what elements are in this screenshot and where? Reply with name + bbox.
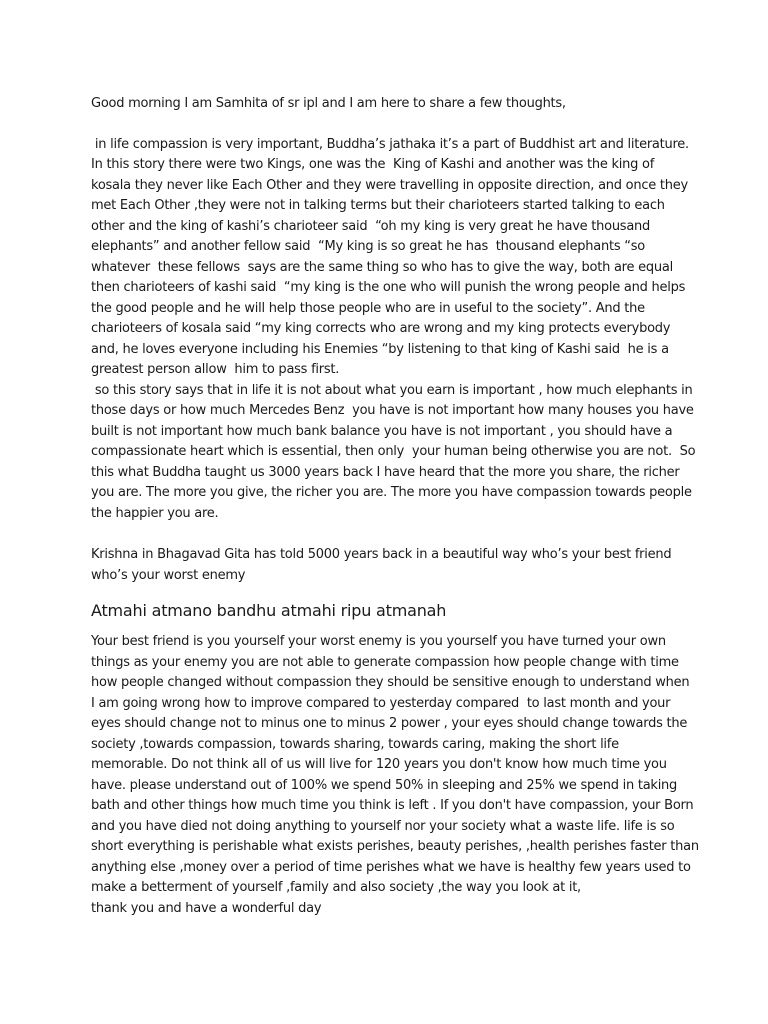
text-line: the happier you are. xyxy=(91,505,219,521)
text-line: how people changed without compassion they should be sensitive enough to understand when xyxy=(91,675,690,690)
text-line: other and the king of kashi’s charioteer said “oh my king is very great he have thousand xyxy=(91,218,651,234)
text-line: built is not important how much bank balance you have is not important , you should have a xyxy=(91,423,673,439)
text-line: bath and other things how much time you think is left . If you don't have compassion, your Born xyxy=(91,798,694,813)
text-line: whatever these fellows says are the same thing so who has to give the way, both are equal xyxy=(91,259,673,275)
text-line: Good morning I am Samhita of sr ipl and I am here to share a few thoughts, xyxy=(91,96,566,111)
text-line: those days or how much Mercedes Benz you have is not important how many houses you have xyxy=(91,403,694,418)
text-line: things as your enemy you are not able to generate compassion how people change with time xyxy=(91,654,679,670)
text-line: have. please understand out of 100% we spend 50% in sleeping and 25% we spend in taking xyxy=(91,777,678,793)
text-line: then charioteers of kashi said “my king is the one who will punish the wrong people and helps xyxy=(91,280,686,295)
text-line: elephants” and another fellow said “My king is so great he has thousand elephants “so xyxy=(91,239,645,254)
text-line: Krishna in Bhagavad Gita has told 5000 years back in a beautiful way who’s your best friend xyxy=(91,547,672,562)
text-line: make a betterment of yourself ,family and also society ,the way you look at it, xyxy=(91,880,581,895)
text-line: short everything is perishable what exists perishes, beauty perishes, ,health perishes faster than xyxy=(91,839,699,854)
story-paragraph xyxy=(91,135,696,525)
greeting-paragraph xyxy=(91,94,681,115)
krishna-paragraph xyxy=(91,545,681,586)
text-line: anything else ,money over a period of time perishes what we have is healthy few years used to xyxy=(91,859,691,875)
text-line: I am going wrong how to improve compared to yesterday compared to last month and your xyxy=(91,695,671,711)
text-line: Your best friend is you yourself your worst enemy is you yourself you have turned your own xyxy=(91,634,666,649)
text-line: and, he loves everyone including his Enemies “by listening to that king of Kashi said he is a xyxy=(91,341,669,357)
text-line: the good people and he will help those people who are in useful to the society”. And the xyxy=(91,300,645,316)
text-line: and you have died not doing anything to yourself nor your society what a waste life. life is so xyxy=(91,818,675,834)
text-line: you are. The more you give, the richer you are. The more you have compassion towards people xyxy=(91,485,692,500)
text-line: kosala they never like Each Other and they were travelling in opposite direction, and once they xyxy=(91,177,688,193)
text-line: this what Buddha taught us 3000 years back I have heard that the more you share, the richer xyxy=(91,464,680,480)
text-line: memorable. Do not think all of us will live for 120 years you don't know how much time you xyxy=(91,757,667,772)
text-line: who’s your worst enemy xyxy=(91,567,246,583)
text-line: charioteers of kosala said “my king corrects who are wrong and my king protects everybody xyxy=(91,321,671,336)
text-line: In this story there were two Kings, one was the King of Kashi and another was the king of xyxy=(91,157,655,172)
text-line: in life compassion is very important, Buddha’s jathaka it’s a part of Buddhist art and literature. xyxy=(91,136,689,152)
text-line: thank you and have a wonderful day xyxy=(91,900,322,916)
closing-paragraph xyxy=(91,632,699,919)
text-line: compassionate heart which is essential, then only your human being otherwise you are not. So xyxy=(91,444,696,459)
text-line: so this story says that in life it is not about what you earn is important , how much elephants in xyxy=(91,382,693,398)
document-body xyxy=(91,94,699,919)
text-line: society ,towards compassion, towards sharing, towards caring, making the short life xyxy=(91,736,619,752)
verse-heading: Atmahi atmano bandhu atmahi ripu atmanah xyxy=(91,601,447,620)
text-line: eyes should change not to minus one to minus 2 power , your eyes should change towards the xyxy=(91,716,688,731)
text-line: met Each Other ,they were not in talking terms but their charioteers started talking to each xyxy=(91,198,665,213)
text-line: greatest person allow him to pass first. xyxy=(91,362,340,377)
